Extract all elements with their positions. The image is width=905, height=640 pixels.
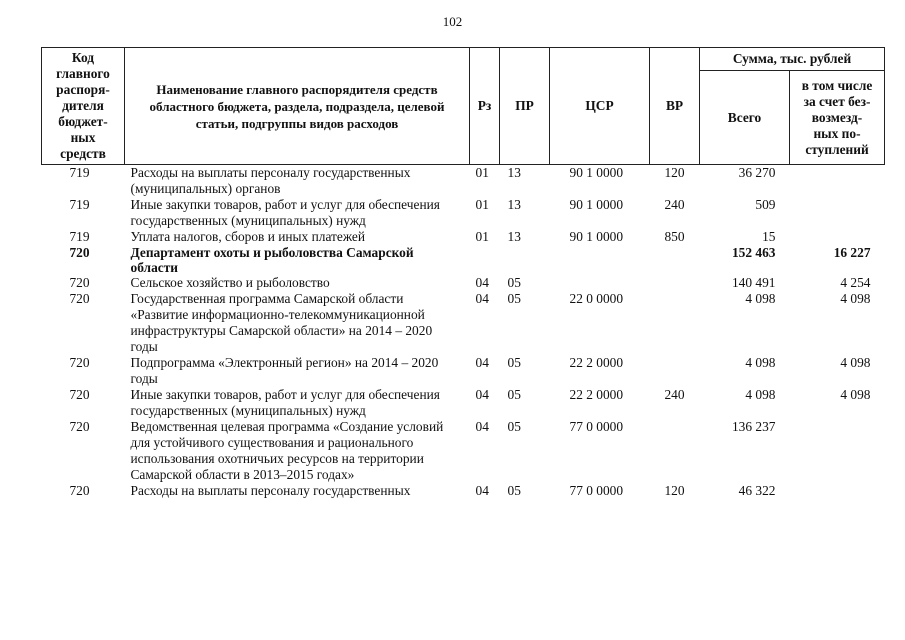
code-cell: 720 bbox=[69, 355, 90, 370]
table-row bbox=[42, 419, 885, 483]
csr-cell: 22 2 0000 bbox=[569, 355, 624, 370]
rz-cell: 04 bbox=[475, 291, 489, 306]
table-row bbox=[42, 483, 885, 499]
table-row bbox=[42, 197, 885, 229]
csr-cell: 90 1 0000 bbox=[569, 165, 624, 180]
name-cell: Иные закупки товаров, работ и услуг для обеспечения государственных (муниципальных) нужд bbox=[130, 387, 440, 418]
vr-cell: 120 bbox=[664, 483, 685, 498]
header-csr: ЦСР bbox=[550, 48, 650, 165]
csr-cell: 22 0 0000 bbox=[569, 291, 624, 306]
name-cell: Ведомственная целевая программа «Создание условий для устойчивого существования и рационального использования охотничьих ресурсов на территории Самарской области в 2013–2015 годах» bbox=[130, 419, 444, 482]
vr-cell: 240 bbox=[664, 197, 685, 212]
rz-cell: 04 bbox=[475, 483, 489, 498]
name-cell: Подпрограмма «Электронный регион» на 2014 – 2020 годы bbox=[130, 355, 439, 386]
table-row bbox=[42, 275, 885, 291]
header-sum-group: Сумма, тыс. рублей bbox=[700, 48, 885, 71]
pr-cell: 13 bbox=[507, 197, 521, 212]
rz-cell: 01 bbox=[475, 165, 489, 180]
vr-cell bbox=[650, 419, 700, 483]
free-receipts-cell bbox=[790, 165, 885, 198]
total-cell: 4 098 bbox=[745, 387, 776, 402]
name-cell: Сельское хозяйство и рыболовство bbox=[130, 275, 330, 290]
total-cell: 15 bbox=[762, 229, 776, 244]
code-cell: 720 bbox=[69, 483, 90, 498]
total-cell: 4 098 bbox=[745, 291, 776, 306]
table-header bbox=[42, 48, 885, 165]
pr-cell: 05 bbox=[507, 387, 521, 402]
vr-cell: 850 bbox=[664, 229, 685, 244]
csr-cell: 77 0 0000 bbox=[569, 483, 624, 498]
code-cell: 720 bbox=[69, 387, 90, 402]
vr-cell bbox=[650, 245, 700, 275]
pr-cell: 05 bbox=[507, 355, 521, 370]
header-name: Наименование главного распорядителя средств областного бюджета, раздела, подраздела, целевой статьи, подгруппы видов расходов bbox=[125, 48, 470, 165]
table-row bbox=[42, 355, 885, 387]
free-receipts-cell bbox=[790, 229, 885, 245]
free-receipts-cell bbox=[790, 483, 885, 499]
free-receipts-cell bbox=[790, 197, 885, 229]
pr-cell bbox=[500, 245, 550, 275]
name-cell: Расходы на выплаты персоналу государственных (муниципальных) органов bbox=[130, 165, 411, 196]
free-receipts-cell: 4 098 bbox=[840, 355, 871, 370]
header-rz: Рз bbox=[470, 48, 500, 165]
rz-cell: 04 bbox=[475, 419, 489, 434]
pr-cell: 05 bbox=[507, 275, 521, 290]
free-receipts-cell: 4 098 bbox=[840, 291, 871, 306]
rz-cell: 01 bbox=[475, 197, 489, 212]
csr-cell: 77 0 0000 bbox=[569, 419, 624, 434]
name-cell: Иные закупки товаров, работ и услуг для обеспечения государственных (муниципальных) нужд bbox=[130, 197, 440, 228]
table-row bbox=[42, 165, 885, 198]
name-cell: Расходы на выплаты персоналу государственных bbox=[130, 483, 411, 498]
csr-cell bbox=[550, 245, 650, 275]
pr-cell: 05 bbox=[507, 291, 521, 306]
code-cell: 720 bbox=[69, 291, 90, 306]
vr-cell bbox=[650, 291, 700, 355]
rz-cell: 04 bbox=[475, 355, 489, 370]
free-receipts-cell: 4 098 bbox=[840, 387, 871, 402]
header-total: Всего bbox=[700, 71, 790, 165]
table-body bbox=[42, 165, 885, 500]
csr-cell: 90 1 0000 bbox=[569, 229, 624, 244]
code-cell: 719 bbox=[69, 197, 90, 212]
csr-cell: 22 2 0000 bbox=[569, 387, 624, 402]
code-cell: 719 bbox=[69, 229, 90, 244]
name-cell: Уплата налогов, сборов и иных платежей bbox=[130, 229, 366, 244]
header-pr: ПР bbox=[500, 48, 550, 165]
total-cell: 4 098 bbox=[745, 355, 776, 370]
name-cell: Департамент охоты и рыболовства Самарской области bbox=[130, 245, 414, 275]
table-row bbox=[42, 291, 885, 355]
name-cell: Государственная программа Самарской области «Развитие информационно-телекоммуникационной инфраструктуры Самарской области» на 2014 – 2020 годы bbox=[130, 291, 433, 354]
code-cell: 720 bbox=[69, 245, 90, 260]
vr-cell: 120 bbox=[664, 165, 685, 180]
total-cell: 509 bbox=[755, 197, 776, 212]
csr-cell: 90 1 0000 bbox=[569, 197, 624, 212]
code-cell: 719 bbox=[69, 165, 90, 180]
free-receipts-cell: 4 254 bbox=[840, 275, 871, 290]
table-row bbox=[42, 387, 885, 419]
header-free-receipts: в том числе за счет без- возмезд- ных по- ступлений bbox=[790, 71, 885, 165]
table-row bbox=[42, 245, 885, 275]
free-receipts-cell: 16 227 bbox=[833, 245, 871, 260]
vr-cell bbox=[650, 355, 700, 387]
pr-cell: 13 bbox=[507, 165, 521, 180]
header-vr: ВР bbox=[650, 48, 700, 165]
code-cell: 720 bbox=[69, 419, 90, 434]
pr-cell: 05 bbox=[507, 483, 521, 498]
rz-cell: 04 bbox=[475, 275, 489, 290]
total-cell: 152 463 bbox=[731, 245, 776, 260]
vr-cell bbox=[650, 275, 700, 291]
total-cell: 140 491 bbox=[731, 275, 776, 290]
csr-cell bbox=[550, 275, 650, 291]
total-cell: 36 270 bbox=[738, 165, 776, 180]
rz-cell: 01 bbox=[475, 229, 489, 244]
total-cell: 46 322 bbox=[738, 483, 776, 498]
table-row bbox=[42, 229, 885, 245]
free-receipts-cell bbox=[790, 419, 885, 483]
pr-cell: 05 bbox=[507, 419, 521, 434]
total-cell: 136 237 bbox=[731, 419, 776, 434]
header-code: Код главного распоря- дителя бюджет- ных средств bbox=[42, 48, 125, 165]
budget-table bbox=[41, 47, 885, 499]
code-cell: 720 bbox=[69, 275, 90, 290]
page-number: 102 bbox=[442, 14, 463, 29]
rz-cell bbox=[470, 245, 500, 275]
pr-cell: 13 bbox=[507, 229, 521, 244]
rz-cell: 04 bbox=[475, 387, 489, 402]
vr-cell: 240 bbox=[664, 387, 685, 402]
